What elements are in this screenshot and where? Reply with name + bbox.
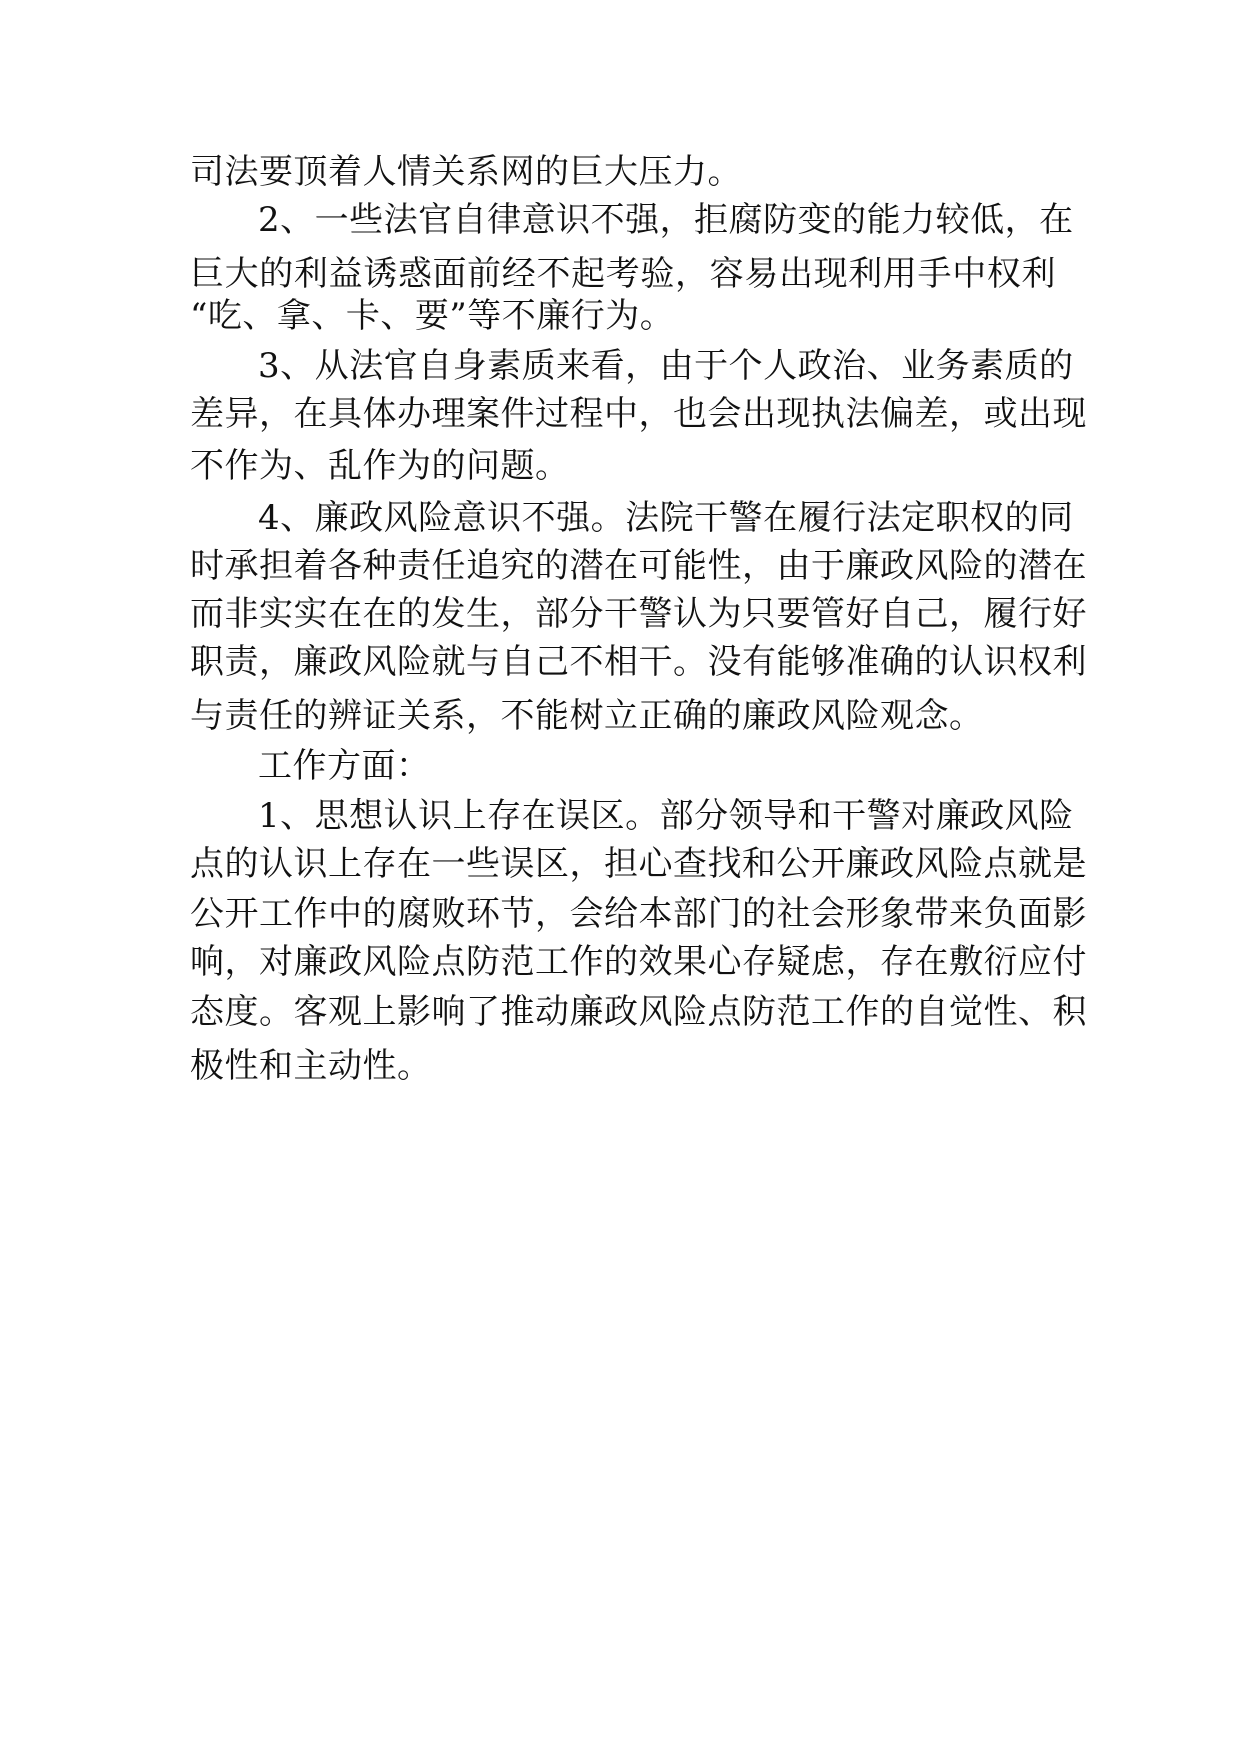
text-line: 4、廉政风险意识不强。法院干警在履行法定职权的同 <box>258 498 1074 538</box>
text-line: 工作方面： <box>258 746 431 786</box>
text-line: 司法要顶着人情关系网的巨大压力。 <box>190 152 742 192</box>
text-line: 点的认识上存在一些误区，担心查找和公开廉政风险点就是 <box>190 844 1087 884</box>
text-line: 差异，在具体办理案件过程中，也会出现执法偏差，或出现 <box>190 394 1087 434</box>
text-line: 公开工作中的腐败环节，会给本部门的社会形象带来负面影 <box>190 894 1087 934</box>
text-line: 极性和主动性。 <box>190 1046 432 1086</box>
text-line: 2、一些法官自律意识不强，拒腐防变的能力较低，在 <box>258 200 1074 240</box>
text-line: 时承担着各种责任追究的潜在可能性，由于廉政风险的潜在 <box>190 546 1087 586</box>
text-line: 1、思想认识上存在误区。部分领导和干警对廉政风险 <box>258 796 1074 836</box>
text-line: 态度。客观上影响了推动廉政风险点防范工作的自觉性、积 <box>190 992 1087 1032</box>
text-line: 而非实实在在的发生，部分干警认为只要管好自己，履行好 <box>190 594 1087 634</box>
text-line: 职责，廉政风险就与自己不相干。没有能够准确的认识权利 <box>190 642 1087 682</box>
text-line: “吃、拿、卡、要”等不廉行为。 <box>190 296 675 336</box>
text-line: 巨大的利益诱惑面前经不起考验，容易出现利用手中权利 <box>190 254 1056 294</box>
text-line: 响，对廉政风险点防范工作的效果心存疑虑，存在敷衍应付 <box>190 942 1087 982</box>
text-line: 不作为、乱作为的问题。 <box>190 446 570 486</box>
text-line: 与责任的辨证关系，不能树立正确的廉政风险观念。 <box>190 696 984 736</box>
text-line: 3、从法官自身素质来看，由于个人政治、业务素质的 <box>258 346 1074 386</box>
